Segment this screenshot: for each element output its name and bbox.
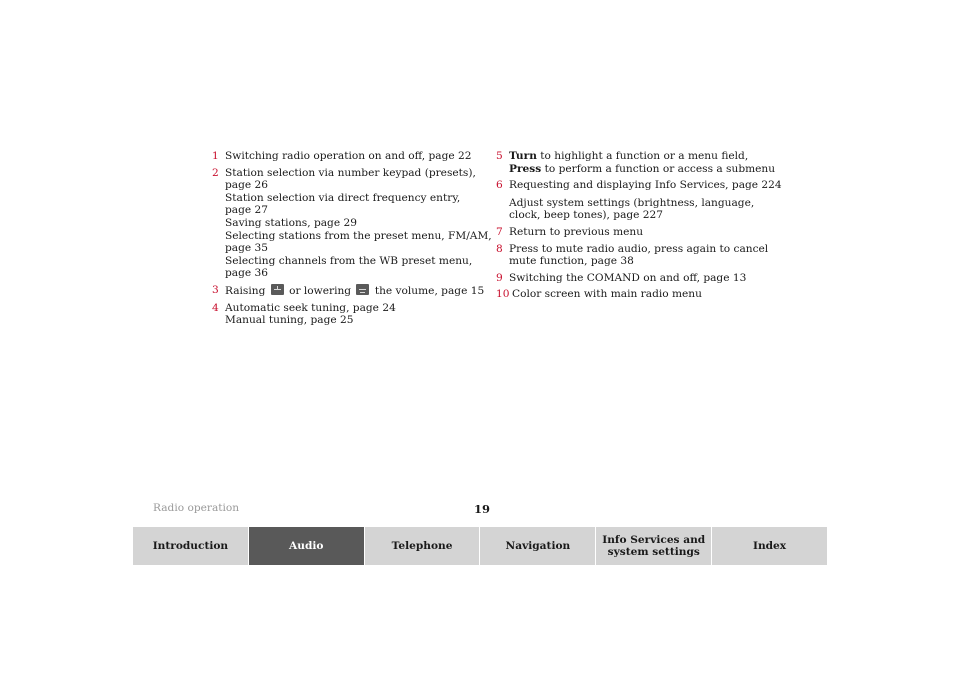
tab-introduction[interactable]: Introduction xyxy=(133,527,248,565)
tab-info-services[interactable]: Info Services and system settings xyxy=(595,527,711,565)
list-item-7: 7 Return to previous menu xyxy=(496,225,644,238)
list-item-1: 1 Switching radio operation on and off, page 22 xyxy=(212,150,472,162)
list-item-2: 2 Station selection via number keypad (presets), page 26 Station selection via direct frequency entry, page 27 Saving stations, page 29 Selecting stations from the preset menu, FM/AM, page 35 Selecting channels from the WB preset menu, page 36 xyxy=(212,166,492,280)
tab-navigation[interactable]: Navigation xyxy=(479,527,595,565)
chapter-tab-bar xyxy=(133,527,827,565)
list-item-10: 10 Color screen with main radio menu xyxy=(496,288,702,301)
right-column xyxy=(496,150,782,305)
page-number: 19 xyxy=(474,502,491,516)
item-number: 4 xyxy=(212,301,219,314)
vol-plus-icon xyxy=(271,284,284,295)
item-number: 7 xyxy=(496,225,503,238)
list-item-3: 3 Raising or lowering the volume, page 15 xyxy=(212,283,485,297)
list-item-8: 8 Press to mute radio audio, press again to cancel mute function, page 38 xyxy=(496,242,769,268)
item-number: 3 xyxy=(212,283,219,296)
item-number: 6 xyxy=(496,179,503,192)
item-number: 8 xyxy=(496,242,503,255)
item-number: 5 xyxy=(496,150,503,162)
vol-minus-icon xyxy=(356,284,369,295)
section-title: Radio operation xyxy=(153,502,240,514)
left-column xyxy=(212,150,492,331)
list-item-9: 9 Switching the COMAND on and off, page 13 xyxy=(496,271,747,284)
tab-audio[interactable]: Audio xyxy=(248,527,364,565)
item-number: 10 xyxy=(496,288,510,301)
list-item-4: 4 Automatic seek tuning, page 24 Manual tuning, page 25 xyxy=(212,301,396,327)
tab-telephone[interactable]: Telephone xyxy=(364,527,480,565)
tab-index[interactable]: Index xyxy=(711,527,827,565)
list-item-6: 6 Requesting and displaying Info Services, page 224 Adjust system settings (brightness, language, clock, beep tones), page 227 xyxy=(496,179,782,222)
item-number: 1 xyxy=(212,150,219,162)
item-number: 9 xyxy=(496,271,503,284)
list-item-5: 5 Turn to highlight a function or a menu field, Press to perform a function or access a submenu xyxy=(496,150,776,175)
item-number: 2 xyxy=(212,166,219,179)
